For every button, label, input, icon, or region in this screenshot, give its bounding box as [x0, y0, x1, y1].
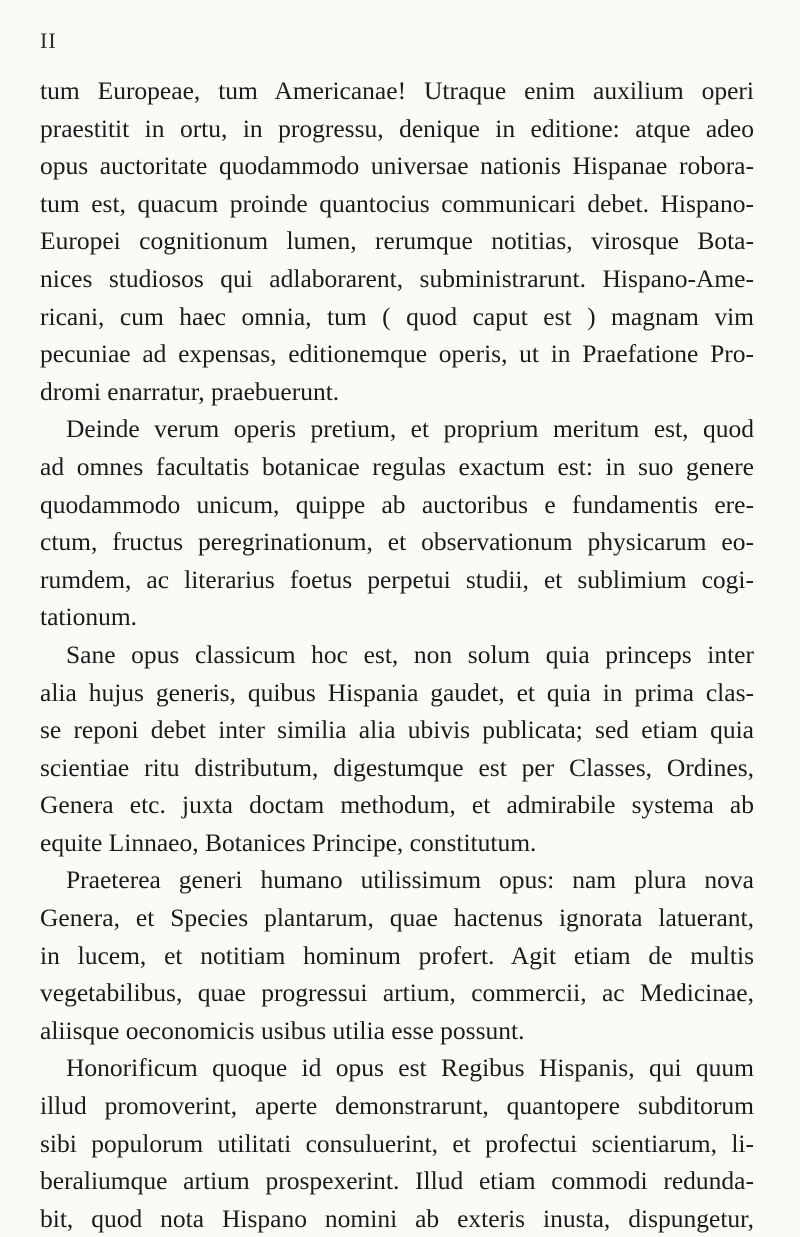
text-line: Europei cognitionum lumen, rerumque notitias, virosque Bota- [40, 226, 754, 256]
text-line: se reponi debet inter similia alia ubivis publicata; sed etiam quia [40, 715, 754, 745]
text-line: opus auctoritate quodammodo universae nationis Hispanae robora- [40, 151, 754, 181]
text-line: rumdem, ac literarius foetus perpetui studii, et sublimium cogi- [40, 564, 754, 594]
text-line: equite Linnaeo, Botanices Principe, constitutum. [40, 827, 537, 857]
text-line: tum est, quacum proinde quantocius communicari debet. Hispano- [40, 188, 754, 218]
text-line: ricani, cum haec omnia, tum ( quod caput est ) magnam vim [40, 301, 754, 331]
text-line: Honorificum quoque id opus est Regibus Hispanis, qui quum [66, 1053, 754, 1083]
text-line: ctum, fructus peregrinationum, et observationum physicarum eo- [40, 527, 754, 557]
text-line: praestitit in ortu, in progressu, denique in editione: atque adeo [40, 113, 754, 143]
body-text [40, 72, 800, 1237]
text-line: tationum. [40, 602, 138, 632]
text-line: Genera, et Species plantarum, quae hactenus ignorata latuerant, [40, 903, 754, 933]
text-line: quodammodo unicum, quippe ab auctoribus e fundamentis ere- [40, 489, 754, 519]
text-line: vegetabilibus, quae progressui artium, commercii, ac Medicinae, [40, 978, 754, 1008]
text-line: sibi populorum utilitati consuluerint, et profectui scientiarum, li- [40, 1128, 754, 1158]
text-line: dromi enarratur, praebuerunt. [40, 376, 340, 406]
text-line: Deinde verum operis pretium, et proprium meritum est, quod [66, 414, 754, 444]
text-line: aliisque oeconomicis usibus utilia esse possunt. [40, 1015, 525, 1045]
text-line: nices studiosos qui adlaborarent, subministrarunt. Hispano-Ame- [40, 263, 754, 293]
text-line: ad omnes facultatis botanicae regulas exactum est: in suo genere [40, 451, 754, 481]
text-line: bit, quod nota Hispano nomini ab exteris inusta, dispungetur, [40, 1203, 754, 1233]
text-line: illud promoverint, aperte demonstrarunt, quantopere subditorum [40, 1091, 754, 1121]
text-line: alia hujus generis, quibus Hispania gaudet, et quia in prima clas- [40, 677, 754, 707]
text-line: scientiae ritu distributum, digestumque est per Classes, Ordines, [40, 752, 754, 782]
text-line: Praeterea generi humano utilissimum opus: nam plura nova [66, 865, 754, 895]
text-line: Genera etc. juxta doctam methodum, et admirabile systema ab [40, 790, 754, 820]
text-line: Sane opus classicum hoc est, non solum quia princeps inter [66, 639, 754, 669]
text-line: tum Europeae, tum Americanae! Utraque enim auxilium operi [40, 76, 754, 105]
text-line: beraliumque artium prospexerint. Illud etiam commodi redunda- [40, 1166, 754, 1196]
text-line: in lucem, et notitiam hominum profert. Agit etiam de multis [40, 940, 754, 970]
page-number: II [40, 28, 57, 53]
text-line: pecuniae ad expensas, editionemque operis, ut in Praefatione Pro- [40, 339, 754, 369]
